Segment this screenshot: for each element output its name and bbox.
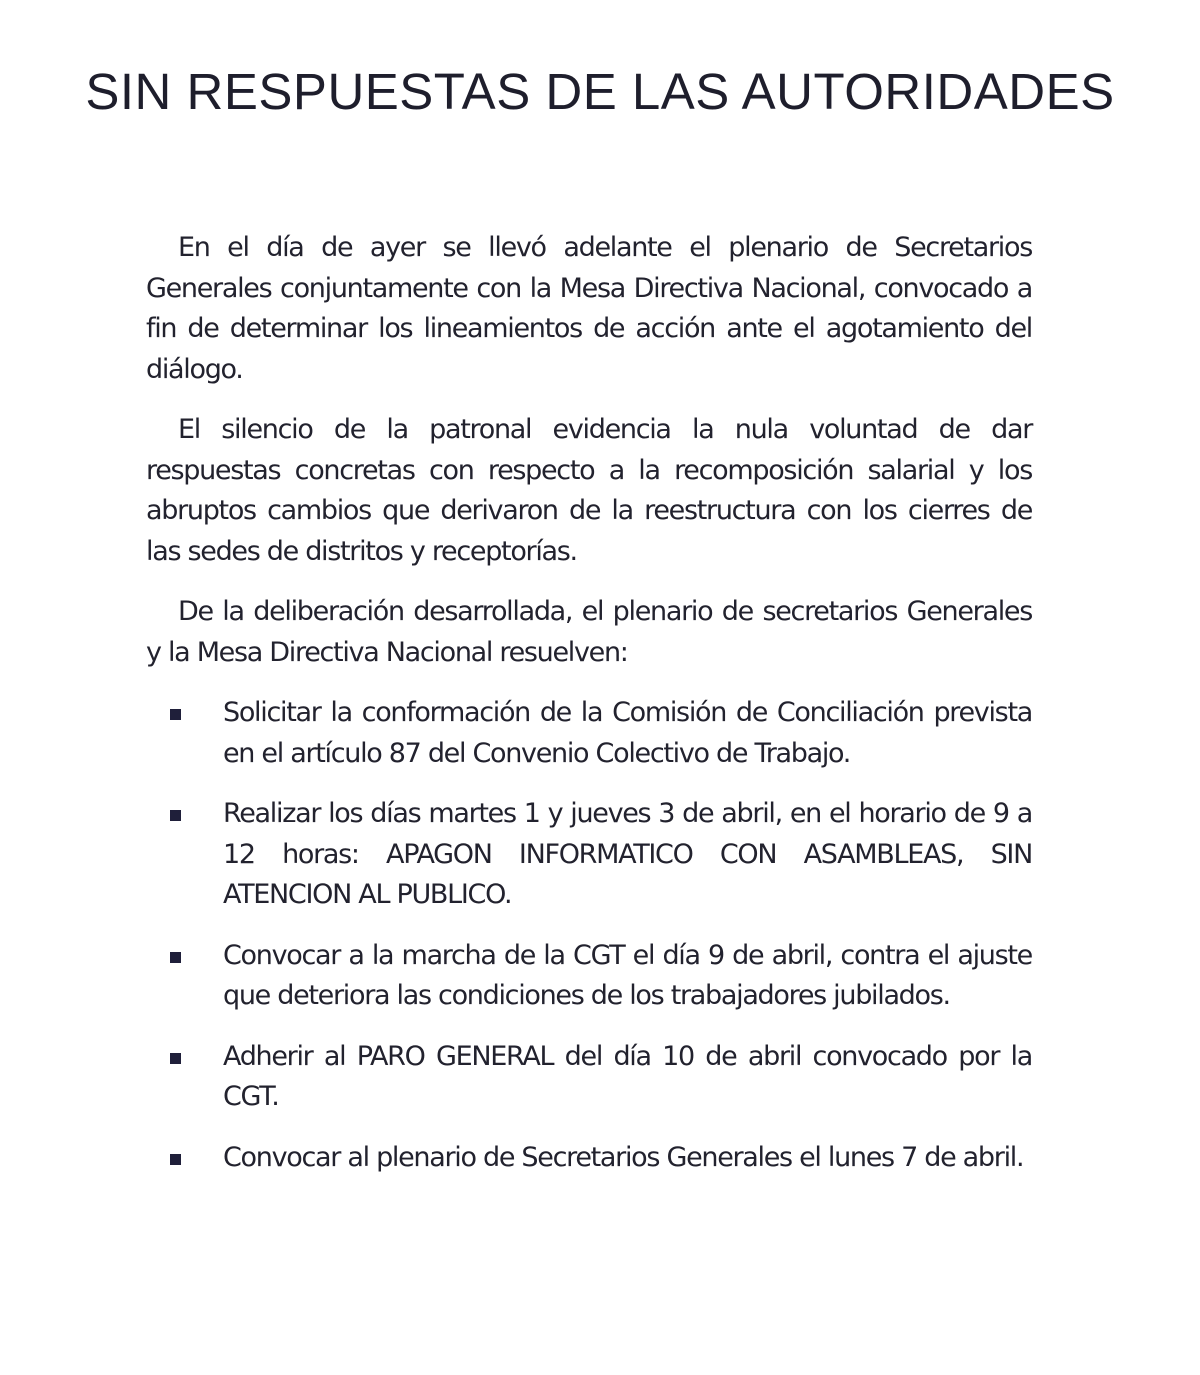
square-bullet-icon [170, 952, 181, 963]
paragraph-intro: En el día de ayer se llevó adelante el plenario de Secretarios Generales conjuntamente con la Mesa Directiva Nacional, convocado a fin de determinar los lineamientos de acción ante el agotamiento del diálogo. [146, 232, 1032, 385]
resolution-text: Convocar al plenario de Secretarios Generales el lunes 7 de abril. [223, 1141, 1024, 1173]
square-bullet-icon [170, 1154, 181, 1165]
page-title: SIN RESPUESTAS DE LAS AUTORIDADES [85, 63, 1115, 120]
resolutions-list [146, 693, 1032, 1178]
resolution-text: Adherir al PARO GENERAL del día 10 de abril convocado por la CGT. [223, 1040, 1032, 1112]
resolution-item [146, 1037, 1032, 1118]
resolution-item [146, 936, 1032, 1017]
square-bullet-icon [170, 810, 181, 821]
resolution-item [146, 794, 1032, 916]
square-bullet-icon [170, 709, 181, 720]
resolution-text: Convocar a la marcha de la CGT el día 9 de abril, contra el ajuste que deteriora las condiciones de los trabajadores jubilados. [223, 939, 1032, 1011]
square-bullet-icon [170, 1053, 181, 1064]
document-body [146, 228, 1032, 1198]
resolution-item [146, 1138, 1032, 1179]
resolution-text: Solicitar la conformación de la Comisión de Conciliación prevista en el artículo 87 del Convenio Colectivo de Trabajo. [223, 697, 1032, 769]
resolution-text: Realizar los días martes 1 y jueves 3 de abril, en el horario de 9 a 12 horas: APAGON INFORMATICO CON ASAMBLEAS, SIN ATENCION AL PUBLICO. [223, 798, 1032, 910]
resolution-item [146, 693, 1032, 774]
paragraph-deliberation: De la deliberación desarrollada, el plenario de secretarios Generales y la Mesa Directiva Nacional resuelven: [146, 596, 1032, 668]
paragraph-silence: El silencio de la patronal evidencia la nula voluntad de dar respuestas concretas con respecto a la recomposición salarial y los abruptos cambios que derivaron de la reestructura con los cierres de las sedes de distritos y receptorías. [146, 414, 1032, 567]
